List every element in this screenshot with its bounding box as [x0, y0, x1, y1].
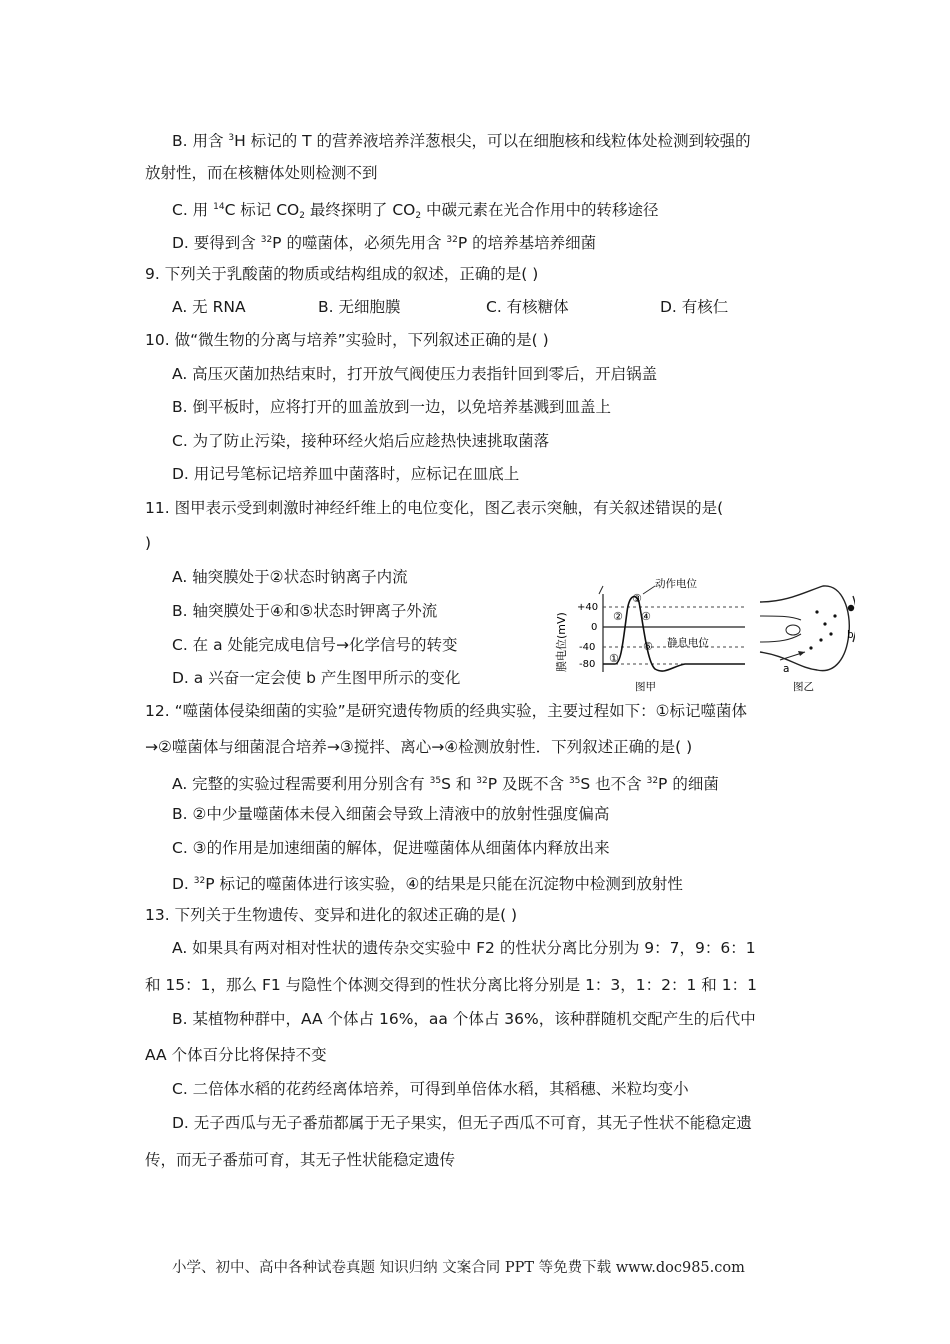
q12-option-a: A. 完整的实验过程需要利用分别含有 $^{35}$S 和 $^{32}$P 及既不含 $^{35}$S 也不含 $^{32}$P 的细菌 — [172, 775, 719, 793]
q12-option-c: C. ③的作用是加速细菌的解体，促进噬菌体从细菌体内释放出来 — [172, 839, 610, 857]
fig-vesicle — [829, 632, 832, 635]
fig-point-b: b — [847, 629, 854, 641]
q13-option-a-line2: 和 15：1，那么 F1 与隐性个体测交得到的性状分离比将分别是 1：3，1：2：1 和 1：1 — [145, 976, 757, 994]
q12-stem-line2: →②噬菌体与细菌混合培养→③搅拌、离心→④检测放射性．下列叙述正确的是( ) — [145, 738, 693, 756]
q10-option-a: A. 高压灭菌加热结束时，打开放气阀使压力表指针回到零后，开启锅盖 — [172, 365, 658, 383]
q13-option-b-line2: AA 个体百分比将保持不变 — [145, 1046, 327, 1064]
q13-option-a-line1: A. 如果具有两对相对性状的遗传杂交实验中 F2 的性状分离比分别为 9：7，9：6：1 — [172, 939, 756, 957]
fig-tick-p40: +40 — [577, 602, 599, 613]
fig-point-b-marker — [848, 605, 854, 611]
fig-stage-4: ④ — [641, 610, 651, 623]
fig-yaxis-label: 膜电位(mV) — [555, 612, 568, 672]
q10-option-d: D. 用记号笔标记培养皿中菌落时，应标记在皿底上 — [172, 465, 520, 483]
fig-caption-b: 图乙 — [793, 681, 814, 693]
q9-option-d: D. 有核仁 — [660, 298, 729, 316]
fig-tick-0: 0 — [591, 622, 598, 633]
q13-option-b-line1: B. 某植物种群中，AA 个体占 16%，aa 个体占 36%，该种群随机交配产生的后代中 — [172, 1010, 756, 1028]
fig-synapse-bulb — [760, 586, 849, 671]
q11-option-d: D. a 兴奋一定会使 b 产生图甲所示的变化 — [172, 669, 461, 687]
q11-stem-line2: ) — [145, 534, 152, 552]
fig-stage-3: ③ — [632, 592, 642, 605]
q8-option-b-line1: B. 用含 $^3$H 标记的 T 的营养液培养洋葱根尖，可以在细胞核和线粒体处检测到较强的 — [172, 132, 751, 150]
fig-tick-m40: -40 — [579, 642, 596, 653]
fig-point-a: a — [783, 663, 790, 675]
fig-axon-top — [760, 616, 801, 620]
fig-label-rest: 静息电位 — [667, 637, 709, 649]
q13-option-c: C. 二倍体水稻的花药经离体培养，可得到单倍体水稻，其稻穗、米粒均变小 — [172, 1080, 689, 1098]
fig-mitochondrion — [786, 625, 800, 635]
q8-option-c: C. 用 $^{14}$C 标记 $CO_2$ 最终探明了 $CO_2$ 中碳元素在光合作用中的转移途径 — [172, 201, 659, 221]
q10-option-c: C. 为了防止污染，接种环经火焰后应趁热快速挑取菌落 — [172, 432, 550, 450]
q9-option-b: B. 无细胞膜 — [318, 298, 401, 316]
q11-option-a: A. 轴突膜处于②状态时钠离子内流 — [172, 568, 408, 586]
q12-option-d: D. $^{32}$P 标记的噬菌体进行该实验，④的结果是只能在沉淀物中检测到放射性 — [172, 875, 683, 893]
q9-stem: 9. 下列关于乳酸菌的物质或结构组成的叙述，正确的是( ) — [145, 265, 539, 283]
q9-option-a: A. 无 RNA — [172, 298, 246, 316]
fig-vesicle — [809, 646, 812, 649]
fig-label-action: 动作电位 — [655, 578, 697, 590]
q10-stem: 10. 做“微生物的分离与培养”实验时，下列叙述正确的是( ) — [145, 331, 549, 349]
fig-tick-m80: -80 — [579, 659, 596, 670]
fig-stage-5: ⑤ — [643, 640, 653, 653]
fig-vesicle — [815, 610, 818, 613]
q8-option-b-line2: 放射性，而在核糖体处则检测不到 — [145, 164, 378, 182]
q11-option-b: B. 轴突膜处于④和⑤状态时钾离子外流 — [172, 602, 438, 620]
fig-stage-2: ② — [613, 610, 623, 623]
q11-stem-line1: 11. 图甲表示受到刺激时神经纤维上的电位变化，图乙表示突触，有关叙述错误的是( — [145, 499, 724, 517]
fig-potential-curve — [603, 597, 745, 671]
q13-option-d-line2: 传，而无子番茄可育，其无子性状能稳定遗传 — [145, 1151, 456, 1169]
q10-option-b: B. 倒平板时，应将打开的皿盖放到一边，以免培养基溅到皿盖上 — [172, 398, 611, 416]
fig-caption-a: 图甲 — [635, 681, 656, 693]
fig-vesicle — [823, 622, 826, 625]
fig-action-leader — [643, 586, 655, 594]
q9-option-c: C. 有核糖体 — [486, 298, 569, 316]
q13-stem: 13. 下列关于生物遗传、变异和进化的叙述正确的是( ) — [145, 906, 518, 924]
q13-option-d-line1: D. 无子西瓜与无子番茄都属于无子果实，但无子西瓜不可育，其无子性状不能稳定遗 — [172, 1114, 752, 1132]
fig-vesicle — [833, 614, 836, 617]
fig-arrow-a-head — [798, 651, 805, 656]
fig-y-arrow — [599, 586, 603, 594]
q12-stem-line1: 12. “噬菌体侵染细菌的实验”是研究遗传物质的经典实验，主要过程如下：①标记噬菌体 — [145, 702, 748, 720]
q11-figure — [555, 572, 855, 694]
q8-option-d: D. 要得到含 $^{32}$P 的噬菌体，必须先用含 $^{32}$P 的培养基培养细菌 — [172, 234, 597, 252]
q11-option-c: C. 在 a 处能完成电信号→化学信号的转变 — [172, 636, 458, 654]
fig-stage-1: ① — [609, 652, 619, 665]
q11-figure-svg — [555, 572, 855, 694]
page-footer: 小学、初中、高中各种试卷真题 知识归纳 文案合同 PPT 等免费下载 www.doc985.com — [172, 1260, 745, 1276]
q12-option-b: B. ②中少量噬菌体未侵入细菌会导致上清液中的放射性强度偏高 — [172, 805, 610, 823]
fig-vesicle — [819, 638, 822, 641]
